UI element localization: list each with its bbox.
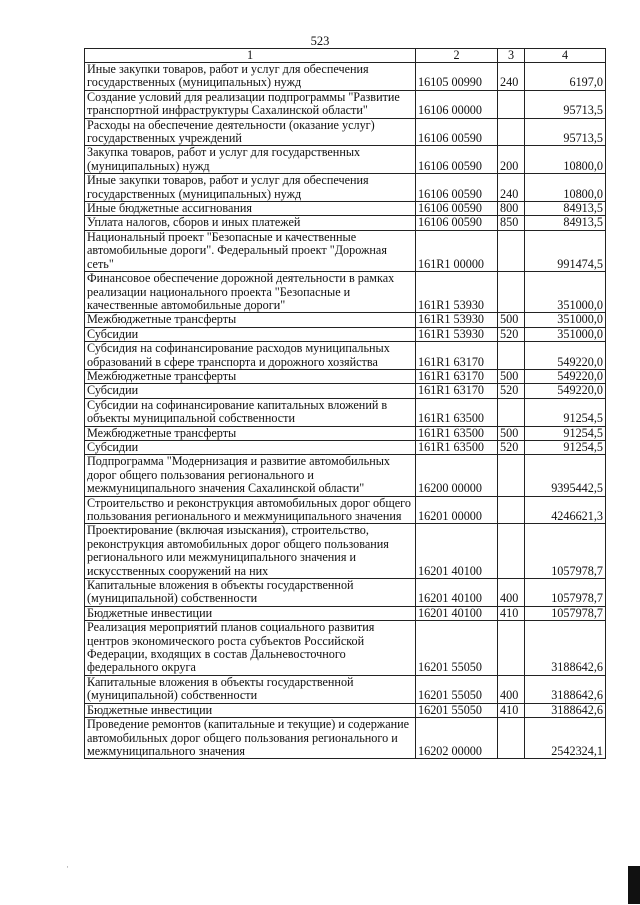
row-type-cell: 800 bbox=[498, 202, 525, 216]
table-row bbox=[85, 230, 606, 271]
header-col-3: 3 bbox=[498, 49, 525, 63]
table-row bbox=[85, 342, 606, 370]
row-type-cell bbox=[498, 118, 525, 146]
row-name-cell: Строительство и реконструкция автомобильных дорог общего пользования регионального и межмуниципального значения bbox=[85, 496, 416, 524]
table-body bbox=[85, 63, 606, 759]
row-type-cell: 500 bbox=[498, 313, 525, 327]
row-type-cell bbox=[498, 398, 525, 426]
table-row bbox=[85, 272, 606, 313]
row-code-cell: 16105 00990 bbox=[416, 63, 498, 91]
row-code-cell: 16201 40100 bbox=[416, 606, 498, 620]
row-type-cell: 410 bbox=[498, 703, 525, 717]
row-code-cell: 161R1 53930 bbox=[416, 272, 498, 313]
row-amount-cell: 1057978,7 bbox=[525, 606, 606, 620]
row-name-cell: Субсидии bbox=[85, 384, 416, 398]
row-amount-cell: 3188642,6 bbox=[525, 621, 606, 676]
row-name-cell: Иные закупки товаров, работ и услуг для обеспечения государственных (муниципальных) нужд bbox=[85, 63, 416, 91]
scan-edge-mark bbox=[628, 866, 640, 904]
row-code-cell: 16106 00000 bbox=[416, 90, 498, 118]
table-header-row bbox=[85, 49, 606, 63]
row-type-cell bbox=[498, 272, 525, 313]
row-amount-cell: 991474,5 bbox=[525, 230, 606, 271]
row-name-cell: Межбюджетные трансферты bbox=[85, 369, 416, 383]
row-code-cell: 16106 00590 bbox=[416, 146, 498, 174]
row-code-cell: 161R1 53930 bbox=[416, 313, 498, 327]
row-amount-cell: 6197,0 bbox=[525, 63, 606, 91]
row-type-cell bbox=[498, 230, 525, 271]
table-row bbox=[85, 675, 606, 703]
row-type-cell bbox=[498, 90, 525, 118]
row-type-cell bbox=[498, 496, 525, 524]
row-name-cell: Межбюджетные трансферты bbox=[85, 313, 416, 327]
table-row bbox=[85, 313, 606, 327]
row-type-cell: 400 bbox=[498, 675, 525, 703]
row-name-cell: Реализация мероприятий планов социального развития центров экономического роста субъектов Российской Федерации, входящих в состав Дальневосточного федерального округа bbox=[85, 621, 416, 676]
row-code-cell: 161R1 63500 bbox=[416, 398, 498, 426]
row-code-cell: 16106 00590 bbox=[416, 118, 498, 146]
row-type-cell bbox=[498, 455, 525, 496]
row-type-cell: 520 bbox=[498, 440, 525, 454]
row-name-cell: Субсидии на софинансирование капитальных вложений в объекты муниципальной собственности bbox=[85, 398, 416, 426]
row-type-cell bbox=[498, 621, 525, 676]
row-code-cell: 161R1 53930 bbox=[416, 327, 498, 341]
table-row bbox=[85, 579, 606, 607]
row-code-cell: 16106 00590 bbox=[416, 202, 498, 216]
row-code-cell: 16200 00000 bbox=[416, 455, 498, 496]
row-code-cell: 16201 00000 bbox=[416, 496, 498, 524]
row-amount-cell: 549220,0 bbox=[525, 342, 606, 370]
table-row bbox=[85, 426, 606, 440]
page-number: 523 bbox=[310, 34, 330, 48]
header-col-1: 1 bbox=[85, 49, 416, 63]
table-row bbox=[85, 703, 606, 717]
table-row bbox=[85, 621, 606, 676]
row-code-cell: 161R1 00000 bbox=[416, 230, 498, 271]
table-row bbox=[85, 524, 606, 579]
header-col-4: 4 bbox=[525, 49, 606, 63]
row-name-cell: Финансовое обеспечение дорожной деятельности в рамках реализации национального проекта "Безопасные и качественные автомобильные дороги" bbox=[85, 272, 416, 313]
row-code-cell: 16201 55050 bbox=[416, 675, 498, 703]
row-type-cell: 850 bbox=[498, 216, 525, 230]
row-amount-cell: 549220,0 bbox=[525, 369, 606, 383]
row-amount-cell: 95713,5 bbox=[525, 118, 606, 146]
table-row bbox=[85, 369, 606, 383]
row-amount-cell: 91254,5 bbox=[525, 440, 606, 454]
table-row bbox=[85, 90, 606, 118]
row-code-cell: 16201 40100 bbox=[416, 579, 498, 607]
row-code-cell: 161R1 63500 bbox=[416, 426, 498, 440]
table-row bbox=[85, 496, 606, 524]
row-name-cell: Закупка товаров, работ и услуг для государственных (муниципальных) нужд bbox=[85, 146, 416, 174]
row-amount-cell: 3188642,6 bbox=[525, 703, 606, 717]
row-name-cell: Капитальные вложения в объекты государственной (муниципальной) собственности bbox=[85, 579, 416, 607]
row-type-cell: 520 bbox=[498, 384, 525, 398]
row-code-cell: 16202 00000 bbox=[416, 718, 498, 759]
row-name-cell: Субсидии bbox=[85, 440, 416, 454]
row-name-cell: Иные бюджетные ассигнования bbox=[85, 202, 416, 216]
row-amount-cell: 84913,5 bbox=[525, 202, 606, 216]
row-amount-cell: 3188642,6 bbox=[525, 675, 606, 703]
row-amount-cell: 4246621,3 bbox=[525, 496, 606, 524]
row-name-cell: Капитальные вложения в объекты государственной (муниципальной) собственности bbox=[85, 675, 416, 703]
row-code-cell: 16106 00590 bbox=[416, 216, 498, 230]
row-amount-cell: 91254,5 bbox=[525, 398, 606, 426]
row-amount-cell: 91254,5 bbox=[525, 426, 606, 440]
row-amount-cell: 549220,0 bbox=[525, 384, 606, 398]
row-amount-cell: 95713,5 bbox=[525, 90, 606, 118]
table-row bbox=[85, 327, 606, 341]
row-name-cell: Расходы на обеспечение деятельности (оказание услуг) государственных учреждений bbox=[85, 118, 416, 146]
row-type-cell: 410 bbox=[498, 606, 525, 620]
row-code-cell: 161R1 63500 bbox=[416, 440, 498, 454]
row-name-cell: Бюджетные инвестиции bbox=[85, 606, 416, 620]
row-code-cell: 16201 40100 bbox=[416, 524, 498, 579]
row-code-cell: 16106 00590 bbox=[416, 174, 498, 202]
row-amount-cell: 1057978,7 bbox=[525, 524, 606, 579]
table-row bbox=[85, 146, 606, 174]
row-name-cell: Проектирование (включая изыскания), строительство, реконструкция автомобильных дорог общего пользования регионального или межмуниципального значения и искусственных сооружений на них bbox=[85, 524, 416, 579]
row-type-cell: 240 bbox=[498, 63, 525, 91]
row-type-cell: 200 bbox=[498, 146, 525, 174]
row-name-cell: Подпрограмма "Модернизация и развитие автомобильных дорог общего пользования регионального и межмуниципального значения Сахалинской области" bbox=[85, 455, 416, 496]
row-name-cell: Субсидии bbox=[85, 327, 416, 341]
row-amount-cell: 10800,0 bbox=[525, 174, 606, 202]
row-name-cell: Иные закупки товаров, работ и услуг для обеспечения государственных (муниципальных) нужд bbox=[85, 174, 416, 202]
row-name-cell: Бюджетные инвестиции bbox=[85, 703, 416, 717]
header-col-2: 2 bbox=[416, 49, 498, 63]
table-row bbox=[85, 174, 606, 202]
row-type-cell bbox=[498, 718, 525, 759]
row-code-cell: 161R1 63170 bbox=[416, 384, 498, 398]
row-type-cell bbox=[498, 342, 525, 370]
table-row bbox=[85, 718, 606, 759]
row-code-cell: 161R1 63170 bbox=[416, 342, 498, 370]
row-amount-cell: 10800,0 bbox=[525, 146, 606, 174]
row-code-cell: 161R1 63170 bbox=[416, 369, 498, 383]
table-row bbox=[85, 384, 606, 398]
row-type-cell: 400 bbox=[498, 579, 525, 607]
table-row bbox=[85, 440, 606, 454]
row-amount-cell: 84913,5 bbox=[525, 216, 606, 230]
row-name-cell: Субсидия на софинансирование расходов муниципальных образований в сфере транспорта и дорожного хозяйства bbox=[85, 342, 416, 370]
table-row bbox=[85, 455, 606, 496]
scan-speck: · bbox=[66, 862, 69, 872]
row-amount-cell: 351000,0 bbox=[525, 313, 606, 327]
budget-table bbox=[84, 48, 606, 759]
row-type-cell: 500 bbox=[498, 426, 525, 440]
row-amount-cell: 351000,0 bbox=[525, 272, 606, 313]
table-row bbox=[85, 118, 606, 146]
row-code-cell: 16201 55050 bbox=[416, 703, 498, 717]
table-row bbox=[85, 202, 606, 216]
row-name-cell: Межбюджетные трансферты bbox=[85, 426, 416, 440]
row-type-cell: 240 bbox=[498, 174, 525, 202]
row-amount-cell: 2542324,1 bbox=[525, 718, 606, 759]
row-name-cell: Уплата налогов, сборов и иных платежей bbox=[85, 216, 416, 230]
row-name-cell: Создание условий для реализации подпрограммы "Развитие транспортной инфраструктуры Сахалинской области" bbox=[85, 90, 416, 118]
table-row bbox=[85, 398, 606, 426]
row-type-cell: 520 bbox=[498, 327, 525, 341]
row-type-cell: 500 bbox=[498, 369, 525, 383]
row-name-cell: Проведение ремонтов (капитальные и текущие) и содержание автомобильных дорог общего пользования регионального и межмуниципального значения bbox=[85, 718, 416, 759]
table-row bbox=[85, 63, 606, 91]
row-name-cell: Национальный проект "Безопасные и качественные автомобильные дороги". Федеральный проект "Дорожная сеть" bbox=[85, 230, 416, 271]
row-code-cell: 16201 55050 bbox=[416, 621, 498, 676]
row-amount-cell: 351000,0 bbox=[525, 327, 606, 341]
table-row bbox=[85, 606, 606, 620]
row-type-cell bbox=[498, 524, 525, 579]
row-amount-cell: 1057978,7 bbox=[525, 579, 606, 607]
table-row bbox=[85, 216, 606, 230]
row-amount-cell: 9395442,5 bbox=[525, 455, 606, 496]
